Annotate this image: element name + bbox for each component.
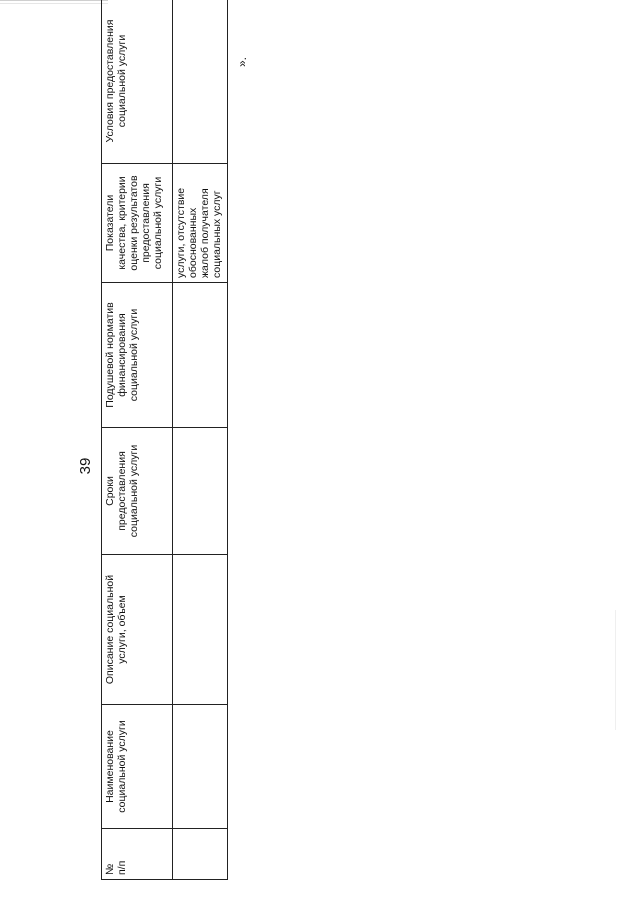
table-row	[173, 0, 228, 880]
table-header-row	[102, 0, 173, 880]
scan-artifact	[615, 610, 616, 730]
table-cell	[173, 283, 228, 428]
table-cell	[173, 0, 228, 164]
header-service-terms: Сроки предоставления социальной услуги	[102, 428, 173, 555]
header-service-description: Описание социальной услуги, объем	[102, 555, 173, 705]
table-cell	[173, 829, 228, 880]
table-cell-quality-text: услуги, отсутствие обоснованных жалоб получателя социальных услуг	[173, 164, 228, 283]
table-cell	[173, 428, 228, 555]
page-number: 39	[77, 457, 94, 475]
services-table-container	[101, 19, 225, 880]
header-service-conditions: Условия предоставления социальной услуги	[102, 0, 173, 164]
table-cell	[173, 705, 228, 829]
header-number: № п/п	[102, 829, 173, 880]
scan-edge-line	[0, 0, 108, 4]
header-service-name: Наименование социальной услуги	[102, 705, 173, 829]
services-table	[101, 0, 228, 880]
closing-quote-mark: ».	[235, 57, 249, 68]
header-quality-indicators: Показатели качества, критерии оценки результатов предоставления социальной услуги	[102, 164, 173, 283]
table-cell	[173, 555, 228, 705]
header-funding-norm: Подушевой норматив финансирования социальной услуги	[102, 283, 173, 428]
